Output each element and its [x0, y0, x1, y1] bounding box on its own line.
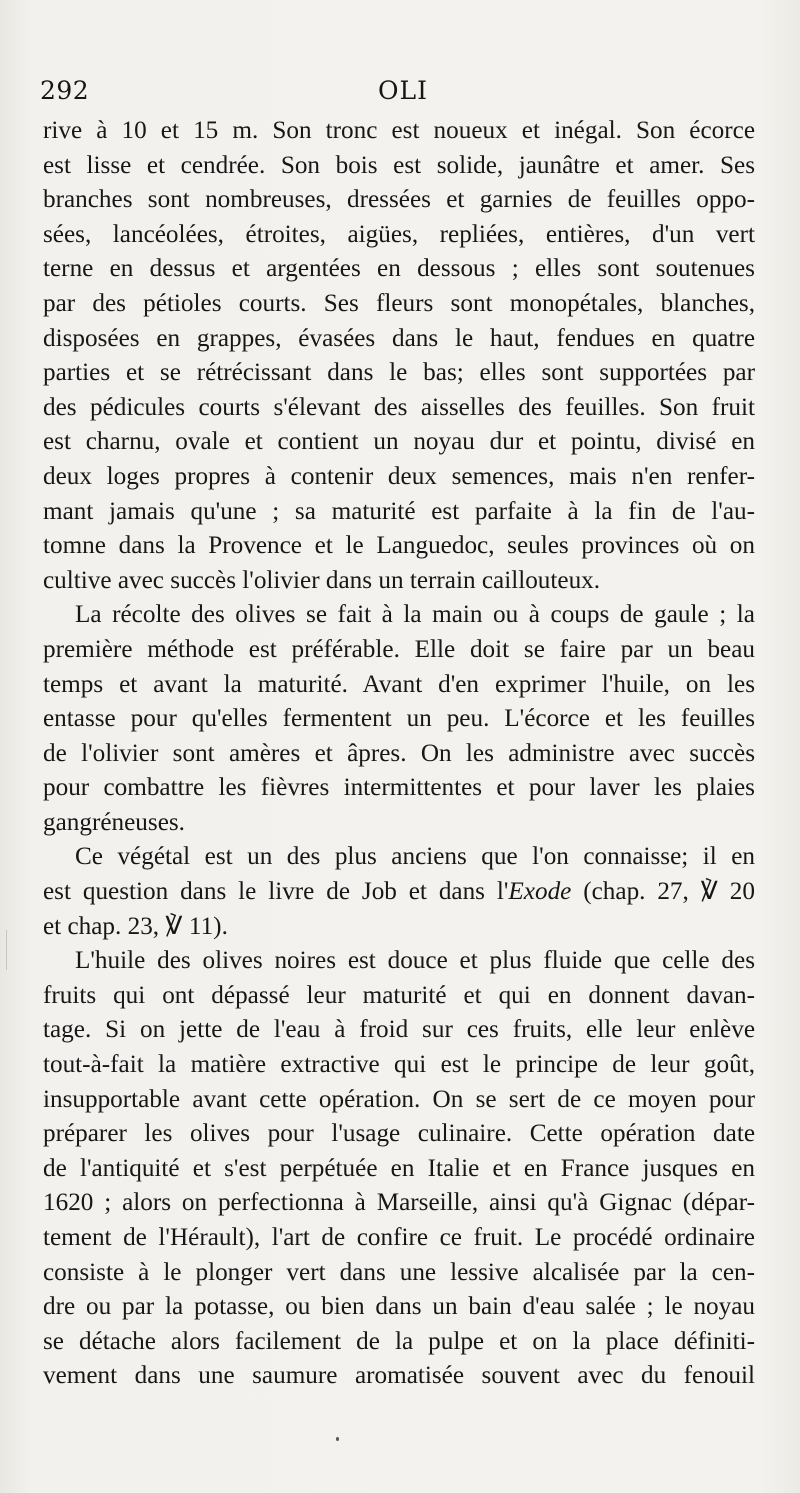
running-title: OLI	[378, 76, 428, 105]
text-line: consiste à le plonger vert dans une lessive alcalisée par la cen-	[43, 1258, 755, 1286]
page-header	[40, 70, 754, 110]
body-text	[43, 114, 755, 1394]
text-line: se détache alors facilement de la pulpe et on la place définiti-	[43, 1327, 755, 1355]
text-line: gangréneuses.	[43, 808, 185, 836]
text-line: tage. Si on jette de l'eau à froid sur ces fruits, elle leur enlève	[43, 1016, 755, 1044]
text-line: terne en dessus et argentées en dessous ; elles sont soutenues	[43, 255, 755, 283]
text-line: dre ou par la potasse, ou bien dans un bain d'eau salée ; le noyau	[43, 1293, 755, 1321]
ink-speck	[336, 1437, 339, 1441]
text-line: des pédicules courts s'élevant des aisselles des feuilles. Son fruit	[43, 393, 755, 421]
text-line: Ce végétal est un des plus anciens que l'on connaisse; il en	[75, 843, 755, 871]
text-line: tomne dans la Provence et le Languedoc, seules provinces où on	[43, 532, 755, 560]
page-number: 292	[40, 76, 90, 105]
text-line: est lisse et cendrée. Son bois est solide, jaunâtre et amer. Ses	[43, 151, 755, 179]
text-line: rive à 10 et 15 m. Son tronc est noueux et inégal. Son écorce	[43, 117, 755, 144]
paragraph	[43, 840, 755, 944]
text-line: 1620 ; alors on perfectionna à Marseille, ainsi qu'à Gignac (dépar-	[43, 1189, 755, 1217]
paragraph	[43, 114, 755, 598]
text-line: La récolte des olives se fait à la main ou à coups de gaule ; la	[75, 601, 755, 629]
text-line: mant jamais qu'une ; sa maturité est parfaite à la fin de l'au-	[43, 497, 755, 525]
paragraph	[43, 944, 755, 1394]
text-line: sées, lancéolées, étroites, aigües, repliées, entières, d'un vert	[43, 220, 755, 248]
book-title-exode: Exode	[508, 878, 572, 906]
text-line: est charnu, ovale et contient un noyau dur et pointu, divisé en	[43, 428, 755, 456]
text-line: par des pétioles courts. Ses fleurs sont monopétales, blanches,	[43, 289, 755, 317]
text-line: L'huile des olives noires est douce et plus fluide que celle des	[75, 947, 755, 975]
text-line: branches sont nombreuses, dressées et garnies de feuilles oppo-	[43, 186, 755, 214]
text-line: temps et avant la maturité. Avant d'en exprimer l'huile, on les	[43, 670, 755, 698]
text-line: première méthode est préférable. Elle doit se faire par un beau	[43, 635, 755, 663]
text-line: de l'olivier sont amères et âpres. On les administre avec succès	[43, 739, 755, 767]
paragraph	[43, 598, 755, 840]
text-line: insupportable avant cette opération. On se sert de ce moyen pour	[43, 1085, 755, 1113]
text-line: disposées en grappes, évasées dans le haut, fendues en quatre	[43, 324, 755, 352]
text-line: vement dans une saumure aromatisée souvent avec du fenouil	[43, 1362, 755, 1390]
text-line: fruits qui ont dépassé leur maturité et qui en donnent davan-	[43, 981, 755, 1009]
text-line: entasse pour qu'elles fermentent un peu. L'écorce et les feuilles	[43, 705, 755, 733]
text-line: est question dans le livre de Job et dans l'Exode (chap. 27, ℣ 20	[43, 878, 755, 906]
text-line: parties et se rétrécissant dans le bas; elles sont supportées par	[43, 359, 755, 387]
text-line: de l'antiquité et s'est perpétuée en Italie et en France jusques en	[43, 1154, 755, 1182]
text-line: préparer les olives pour l'usage culinaire. Cette opération date	[43, 1120, 755, 1148]
text-line: deux loges propres à contenir deux semences, mais n'en renfer-	[43, 462, 755, 490]
text-line: pour combattre les fièvres intermittentes et pour laver les plaies	[43, 774, 755, 802]
text-line: tement de l'Hérault), l'art de confire ce fruit. Le procédé ordinaire	[43, 1224, 755, 1251]
page-edge-mark	[6, 930, 7, 970]
text-line: cultive avec succès l'olivier dans un terrain caillouteux.	[43, 566, 601, 594]
text-line: tout-à-fait la matière extractive qui est le principe de leur goût,	[43, 1051, 755, 1079]
text-line: et chap. 23, ℣ 11).	[43, 912, 228, 940]
